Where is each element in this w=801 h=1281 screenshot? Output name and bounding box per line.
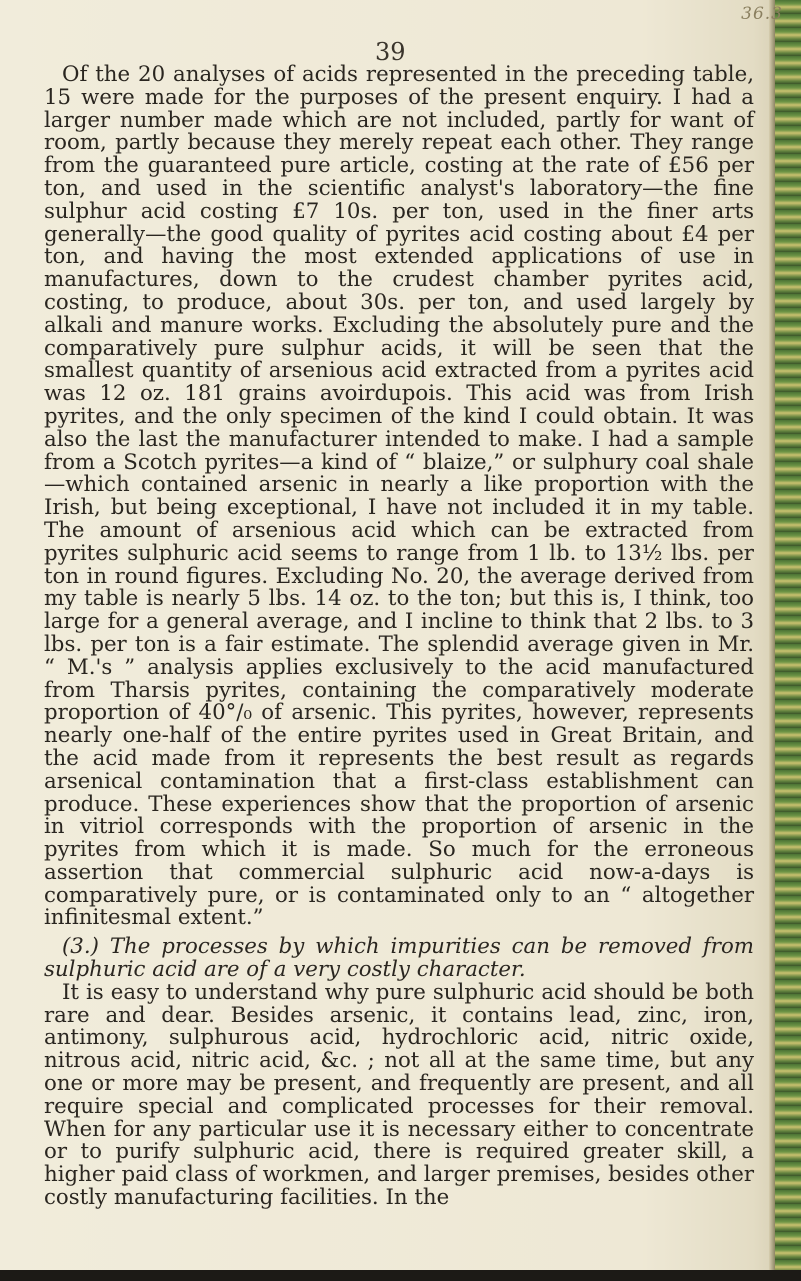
- page-number: 39: [375, 38, 406, 66]
- bottom-scan-border: [0, 1270, 801, 1281]
- paragraph-analyses: Of the 20 analyses of acids represented in the preceding table, 15 were made for the purposes of the present enquiry. I had a larger number made which are not included, partly for want of room, partly because they merely repeat each other. They range from the guaranteed pure article, costing at the rate of £56 per ton, and used in the scientific analyst's laboratory—the fine sulphur acid costing £7 10s. per ton, used in the finer arts generally—the good quality of pyrites acid costing about £4 per ton, and having the most extended applications of use in manufactures, down to the crudest chamber pyrites acid, costing, to produce, about 30s. per ton, and used largely by alkali and manure works. Excluding the absolutely pure and the comparatively pure sulphur acids, it will be seen that the smallest quantity of arsenious acid extracted from a pyrites acid was 12 oz. 181 grains avoirdupois. This acid was from Irish pyrites, and the only specimen of the kind I could obtain. It was also the last the manufacturer intended to make. I had a sample from a Scotch pyrites—a kind of “ blaize,” or sulphury coal shale—which contained arsenic in nearly a like proportion with the Irish, but being exceptional, I have not included it in my table. The amount of arsenious acid which can be extracted from pyrites sulphuric acid seems to range from 1 lb. to 13½ lbs. per ton in round figures. Excluding No. 20, the average derived from my table is nearly 5 lbs. 14 oz. to the ton; but this is, I think, too large for a general average, and I incline to think that 2 lbs. to 3 lbs. per ton is a fair estimate. The splendid average given in Mr. “ M.'s ” analysis applies exclusively to the acid manufactured from Tharsis pyrites, containing the comparatively moderate proportion of 40°/₀ of arsenic. This pyrites, however, represents nearly one-half of the entire pyrites used in Great Britain, and the acid made from it represents the best result as regards arsenical contamination that a first-class establishment can produce. These experiences show that the proportion of arsenic in vitriol corresponds with the proportion of arsenic in the pyrites from which it is made. So much for the erroneous assertion that commercial sulphuric acid now-a-days is comparatively pure, or is contaminated only to an “ altogether infinitesmal extent.”: [44, 62, 754, 931]
- pencil-margin-note: 36.3: [741, 4, 783, 24]
- section-heading: [44, 936, 754, 982]
- paragraph-purification: It is easy to understand why pure sulphuric acid should be both rare and dear. Besides arsenic, it contains lead, zinc, iron, antimony, sulphurous acid, hydrochloric acid, nitric oxide, nitrous acid, nitric acid, &c. ; not all at the same time, but any one or more may be present, and frequently are present, and all require special and complicated processes for their removal. When for any particular use it is necessary either to concentrate or to purify sulphuric acid, there is required greater skill, a higher paid class of workmen, and larger premises, besides other costly manufacturing facilities. In the: [44, 979, 754, 1211]
- book-edge-binding: [775, 0, 801, 1281]
- section-heading-text: The processes by which impurities can be removed from sulphuric acid are of a very costly character.: [44, 934, 754, 983]
- body-text: [44, 64, 754, 1210]
- section-heading-number: (3.): [62, 934, 99, 960]
